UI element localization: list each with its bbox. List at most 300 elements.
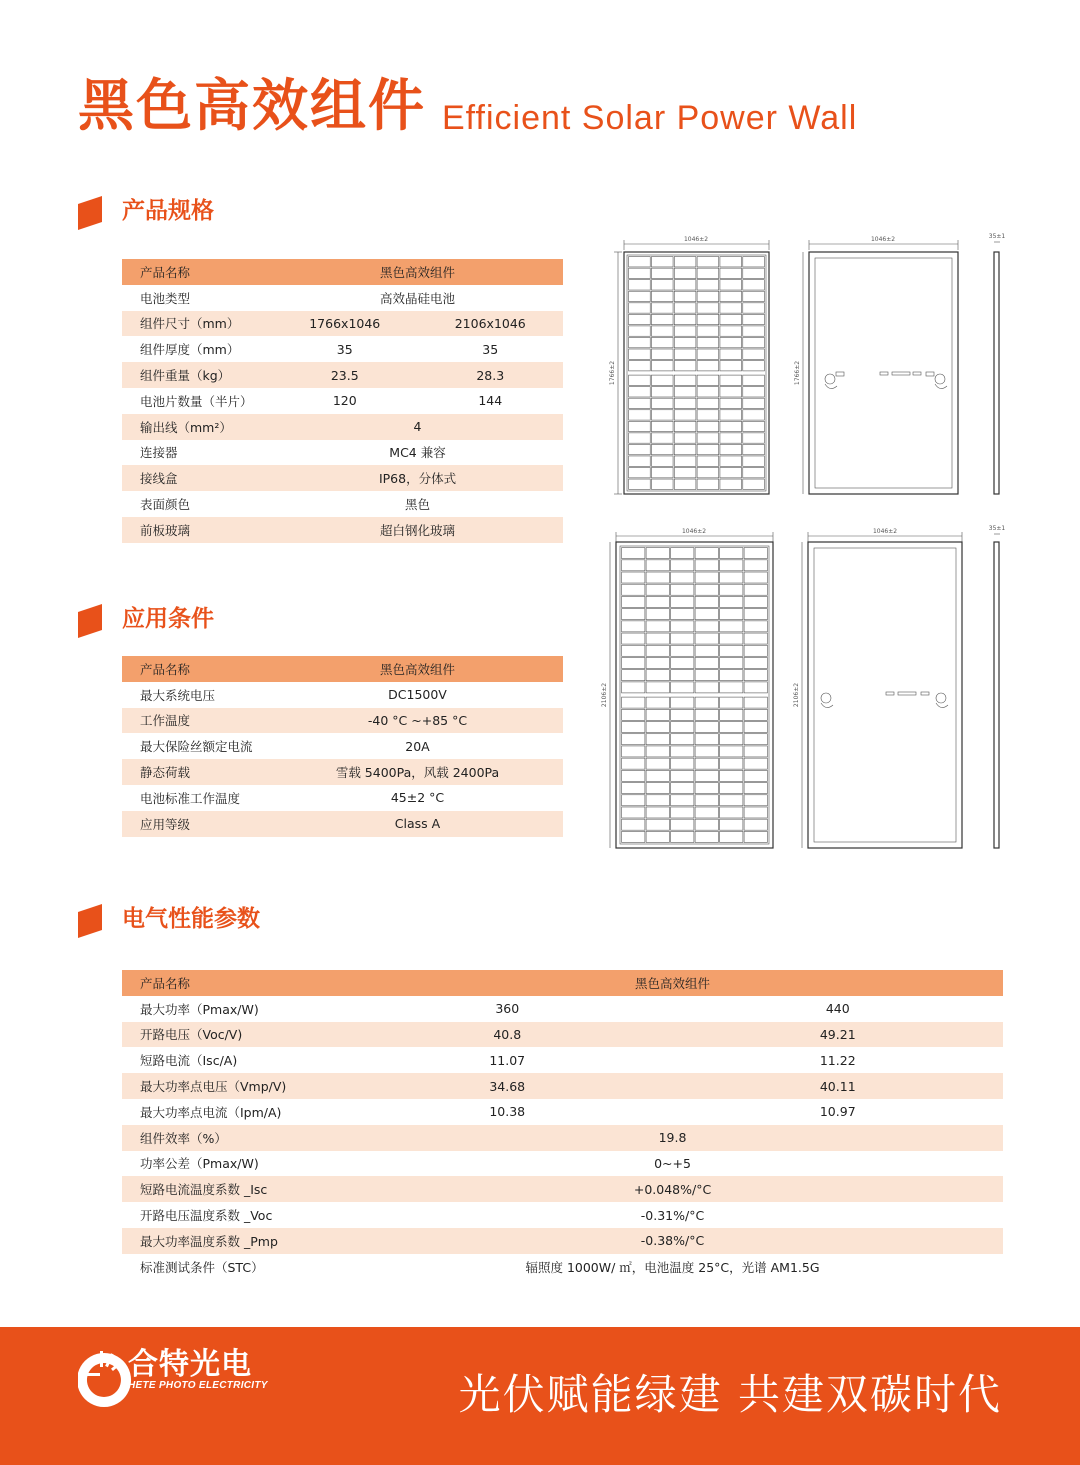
solar-cell	[697, 387, 719, 397]
solar-cell	[646, 682, 669, 693]
row-label: 功率公差（Pmax/W)	[122, 1151, 342, 1177]
solar-cell	[674, 479, 696, 489]
depth-label: 35±1	[988, 233, 1006, 240]
conditions-table	[122, 656, 563, 837]
solar-cell	[651, 280, 673, 290]
solar-cell	[629, 314, 651, 324]
solar-cell	[674, 433, 696, 443]
solar-cell	[720, 819, 743, 830]
table-header-row	[122, 656, 563, 682]
table-row	[122, 996, 1003, 1022]
solar-cell	[720, 734, 743, 745]
solar-cell	[622, 697, 645, 708]
section-title: 应用条件	[122, 606, 214, 632]
solar-cell	[671, 807, 694, 818]
width-label: 1046±2	[683, 236, 709, 243]
solar-cell	[646, 722, 669, 733]
solar-cell	[629, 421, 651, 431]
solar-cell	[629, 479, 651, 489]
row-value: 10.97	[673, 1099, 1004, 1125]
row-value: 黑色高效组件	[342, 970, 1003, 996]
table-header-row	[122, 259, 563, 285]
row-label: 组件厚度（mm）	[122, 336, 272, 362]
solar-cell	[629, 398, 651, 408]
row-label: 最大功率温度系数 _Pmp	[122, 1228, 342, 1254]
solar-cell	[697, 303, 719, 313]
solar-cell	[646, 697, 669, 708]
solar-cell	[697, 468, 719, 478]
solar-cell	[629, 444, 651, 454]
solar-cell	[646, 584, 669, 595]
table-row	[122, 1047, 1003, 1073]
row-value: 144	[418, 388, 564, 414]
table-row	[122, 708, 563, 734]
row-label: 电池类型	[122, 285, 272, 311]
solar-cell	[697, 361, 719, 371]
solar-cell	[695, 621, 718, 632]
solar-cell	[744, 734, 767, 745]
row-label: 接线盒	[122, 465, 272, 491]
row-label: 组件尺寸（mm）	[122, 311, 272, 337]
page-title-cn: 黑色高效组件	[78, 74, 426, 139]
solar-cell	[720, 831, 743, 842]
row-label: 开路电压温度系数 _Voc	[122, 1202, 342, 1228]
row-label: 工作温度	[122, 708, 272, 734]
solar-cell	[695, 770, 718, 781]
solar-cell	[651, 375, 673, 385]
solar-cell	[695, 682, 718, 693]
row-label: 组件重量（kg）	[122, 362, 272, 388]
solar-cell	[695, 758, 718, 769]
solar-cell	[674, 337, 696, 347]
solar-cell	[671, 709, 694, 720]
row-value: 360	[342, 996, 673, 1022]
solar-cell	[646, 560, 669, 571]
solar-cell	[744, 584, 767, 595]
solar-cell	[674, 268, 696, 278]
solar-cell	[720, 795, 743, 806]
row-label: 应用等级	[122, 811, 272, 837]
solar-cell	[695, 645, 718, 656]
solar-cell	[744, 609, 767, 620]
row-label: 短路电流温度系数 _Isc	[122, 1176, 342, 1202]
solar-cell	[743, 291, 765, 301]
solar-cell	[720, 257, 742, 267]
solar-cell	[697, 349, 719, 359]
row-value: 49.21	[673, 1022, 1004, 1048]
solar-cell	[622, 572, 645, 583]
solar-cell	[697, 375, 719, 385]
solar-cell	[720, 433, 742, 443]
row-label: 最大系统电压	[122, 682, 272, 708]
height-label: 2106±2	[601, 682, 608, 708]
solar-cell	[629, 361, 651, 371]
solar-cell	[646, 807, 669, 818]
solar-cell	[646, 572, 669, 583]
row-label: 产品名称	[122, 259, 272, 285]
solar-cell	[651, 326, 673, 336]
solar-cell	[744, 670, 767, 681]
solar-cell	[646, 795, 669, 806]
solar-cell	[622, 722, 645, 733]
width-label: 1046±2	[872, 528, 898, 535]
row-value: 35	[272, 336, 418, 362]
solar-cell	[743, 456, 765, 466]
spec-table	[122, 259, 563, 543]
row-value: 34.68	[342, 1073, 673, 1099]
solar-cell	[743, 314, 765, 324]
solar-cell	[622, 819, 645, 830]
row-value: Class A	[272, 811, 563, 837]
row-value: +0.048%/°C	[342, 1176, 1003, 1202]
row-value: 0~+5	[342, 1151, 1003, 1177]
solar-cell	[720, 722, 743, 733]
solar-cell	[695, 807, 718, 818]
row-value: IP68，分体式	[272, 465, 563, 491]
solar-cell	[697, 337, 719, 347]
solar-cell	[646, 758, 669, 769]
solar-cell	[695, 746, 718, 757]
solar-cell	[720, 361, 742, 371]
row-value: 黑色高效组件	[272, 259, 563, 285]
table-row	[122, 1099, 1003, 1125]
height-label: 2106±2	[793, 682, 800, 708]
solar-cell	[720, 770, 743, 781]
solar-cell	[622, 795, 645, 806]
solar-cell	[697, 326, 719, 336]
solar-cell	[671, 548, 694, 559]
solar-cell	[651, 337, 673, 347]
solar-cell	[674, 410, 696, 420]
solar-cell	[671, 831, 694, 842]
logo-text-en: HETE PHOTO ELECTRICITY	[128, 1380, 268, 1391]
solar-cell	[744, 621, 767, 632]
table-row	[122, 388, 563, 414]
table-row	[122, 1125, 1003, 1151]
section-title: 电气性能参数	[122, 906, 260, 932]
solar-cell	[744, 770, 767, 781]
solar-cell	[743, 387, 765, 397]
solar-cell	[720, 456, 742, 466]
solar-cell	[629, 303, 651, 313]
solar-cell	[671, 697, 694, 708]
solar-cell	[646, 657, 669, 668]
table-row	[122, 1228, 1003, 1254]
solar-cell	[622, 783, 645, 794]
table-row	[122, 1073, 1003, 1099]
solar-cell	[697, 479, 719, 489]
row-label: 前板玻璃	[122, 517, 272, 543]
solar-cell	[671, 746, 694, 757]
solar-cell	[674, 387, 696, 397]
solar-cell	[622, 758, 645, 769]
row-value: 1766x1046	[272, 311, 418, 337]
solar-cell	[629, 375, 651, 385]
row-label: 最大功率点电流（Ipm/A)	[122, 1099, 342, 1125]
solar-cell	[629, 291, 651, 301]
solar-cell	[720, 444, 742, 454]
table-row	[122, 1176, 1003, 1202]
solar-cell	[695, 734, 718, 745]
solar-cell	[720, 633, 743, 644]
solar-cell	[720, 303, 742, 313]
solar-cell	[674, 326, 696, 336]
solar-cell	[695, 596, 718, 607]
solar-cell	[720, 468, 742, 478]
solar-cell	[674, 456, 696, 466]
solar-cell	[744, 831, 767, 842]
solar-cell	[720, 421, 742, 431]
solar-cell	[743, 410, 765, 420]
row-label: 静态荷载	[122, 759, 272, 785]
solar-cell	[651, 433, 673, 443]
solar-cell	[622, 596, 645, 607]
solar-cell	[744, 819, 767, 830]
solar-cell	[646, 609, 669, 620]
table-row	[122, 1151, 1003, 1177]
solar-cell	[646, 596, 669, 607]
solar-cell	[622, 831, 645, 842]
section-title: 产品规格	[122, 198, 214, 224]
row-label: 电池片数量（半片）	[122, 388, 272, 414]
solar-cell	[743, 326, 765, 336]
solar-cell	[622, 682, 645, 693]
solar-cell	[629, 387, 651, 397]
row-label: 最大功率点电压（Vmp/V)	[122, 1073, 342, 1099]
solar-cell	[629, 337, 651, 347]
solar-cell	[720, 645, 743, 656]
solar-cell	[646, 645, 669, 656]
solar-cell	[744, 572, 767, 583]
solar-cell	[743, 337, 765, 347]
solar-cell	[629, 268, 651, 278]
solar-cell	[651, 349, 673, 359]
solar-cell	[646, 746, 669, 757]
solar-cell	[695, 572, 718, 583]
table-row	[122, 517, 563, 543]
section-marker-icon	[78, 904, 102, 938]
solar-cell	[651, 314, 673, 324]
solar-cell	[720, 746, 743, 757]
solar-cell	[671, 758, 694, 769]
solar-cell	[744, 548, 767, 559]
width-label: 1046±2	[870, 236, 896, 243]
solar-cell	[744, 783, 767, 794]
electrical-table	[122, 970, 1003, 1280]
solar-cell	[720, 387, 742, 397]
solar-cell	[646, 633, 669, 644]
module-drawing-2106	[596, 520, 1020, 855]
solar-cell	[695, 560, 718, 571]
solar-cell	[629, 349, 651, 359]
solar-cell	[697, 257, 719, 267]
solar-cell	[674, 257, 696, 267]
solar-cell	[651, 291, 673, 301]
table-row	[122, 491, 563, 517]
height-label: 1766±2	[609, 360, 616, 386]
solar-cell	[720, 572, 743, 583]
logo-text-cn: 合特光电	[128, 1347, 252, 1382]
solar-cell	[622, 734, 645, 745]
solar-cell	[674, 349, 696, 359]
solar-cell	[720, 314, 742, 324]
solar-cell	[697, 421, 719, 431]
solar-cell	[671, 633, 694, 644]
solar-cell	[646, 783, 669, 794]
solar-cell	[671, 572, 694, 583]
solar-cell	[622, 560, 645, 571]
solar-cell	[629, 433, 651, 443]
solar-cell	[720, 584, 743, 595]
solar-cell	[695, 709, 718, 720]
solar-cell	[671, 609, 694, 620]
solar-cell	[744, 596, 767, 607]
solar-cell	[646, 709, 669, 720]
row-label: 连接器	[122, 440, 272, 466]
row-label: 短路电流（Isc/A)	[122, 1047, 342, 1073]
solar-cell	[651, 468, 673, 478]
solar-cell	[744, 560, 767, 571]
row-label: 电池标准工作温度	[122, 785, 272, 811]
solar-cell	[695, 548, 718, 559]
solar-cell	[695, 722, 718, 733]
solar-cell	[744, 682, 767, 693]
slogan: 光伏赋能绿建 共建双碳时代	[458, 1370, 1002, 1419]
solar-cell	[697, 398, 719, 408]
row-label: 最大功率（Pmax/W)	[122, 996, 342, 1022]
solar-cell	[695, 584, 718, 595]
solar-cell	[651, 398, 673, 408]
solar-cell	[622, 609, 645, 620]
solar-cell	[651, 303, 673, 313]
row-value: 10.38	[342, 1099, 673, 1125]
table-row	[122, 759, 563, 785]
solar-cell	[720, 291, 742, 301]
row-value: 黑色	[272, 491, 563, 517]
module-drawing-1766	[600, 228, 1020, 508]
row-value: 45±2 °C	[272, 785, 563, 811]
solar-cell	[697, 280, 719, 290]
solar-cell	[671, 770, 694, 781]
table-row	[122, 311, 563, 337]
solar-cell	[646, 770, 669, 781]
solar-cell	[695, 633, 718, 644]
row-value: 20A	[272, 733, 563, 759]
solar-cell	[695, 795, 718, 806]
solar-cell	[651, 479, 673, 489]
solar-cell	[651, 444, 673, 454]
solar-cell	[622, 645, 645, 656]
solar-cell	[674, 375, 696, 385]
solar-cell	[697, 314, 719, 324]
solar-cell	[744, 807, 767, 818]
solar-cell	[629, 456, 651, 466]
solar-cell	[671, 682, 694, 693]
solar-cell	[697, 268, 719, 278]
solar-cell	[695, 657, 718, 668]
solar-cell	[720, 479, 742, 489]
table-row	[122, 811, 563, 837]
solar-cell	[743, 468, 765, 478]
section-marker-icon	[78, 196, 102, 230]
solar-cell	[697, 291, 719, 301]
row-value: 440	[673, 996, 1004, 1022]
solar-cell	[646, 670, 669, 681]
row-value: 23.5	[272, 362, 418, 388]
solar-cell	[674, 361, 696, 371]
solar-cell	[674, 280, 696, 290]
row-label: 最大保险丝额定电流	[122, 733, 272, 759]
solar-cell	[744, 758, 767, 769]
table-row	[122, 1202, 1003, 1228]
solar-cell	[720, 337, 742, 347]
solar-cell	[744, 657, 767, 668]
row-value: -0.31%/°C	[342, 1202, 1003, 1228]
solar-cell	[671, 734, 694, 745]
solar-cell	[674, 444, 696, 454]
solar-cell	[629, 280, 651, 290]
solar-cell	[743, 398, 765, 408]
solar-cell	[646, 621, 669, 632]
solar-cell	[744, 697, 767, 708]
solar-cell	[629, 468, 651, 478]
solar-cell	[695, 819, 718, 830]
solar-cell	[720, 758, 743, 769]
solar-cell	[629, 410, 651, 420]
row-value: 黑色高效组件	[272, 656, 563, 682]
solar-cell	[744, 795, 767, 806]
solar-cell	[695, 831, 718, 842]
table-row	[122, 336, 563, 362]
solar-cell	[622, 548, 645, 559]
solar-cell	[674, 421, 696, 431]
table-row	[122, 682, 563, 708]
solar-cell	[622, 657, 645, 668]
solar-cell	[720, 326, 742, 336]
table-row	[122, 733, 563, 759]
row-label: 标准测试条件（STC）	[122, 1254, 342, 1280]
solar-cell	[744, 709, 767, 720]
row-value: 2106x1046	[418, 311, 564, 337]
solar-cell	[671, 560, 694, 571]
solar-cell	[695, 670, 718, 681]
solar-cell	[651, 421, 673, 431]
solar-cell	[622, 746, 645, 757]
depth-label: 35±1	[988, 525, 1006, 532]
solar-cell	[720, 280, 742, 290]
solar-cell	[622, 621, 645, 632]
row-value: 28.3	[418, 362, 564, 388]
solar-cell	[622, 770, 645, 781]
solar-cell	[646, 819, 669, 830]
solar-cell	[720, 398, 742, 408]
solar-cell	[671, 645, 694, 656]
solar-cell	[743, 479, 765, 489]
solar-cell	[720, 697, 743, 708]
solar-cell	[695, 609, 718, 620]
solar-cell	[651, 257, 673, 267]
solar-cell	[697, 444, 719, 454]
solar-cell	[743, 349, 765, 359]
solar-cell	[743, 444, 765, 454]
solar-cell	[743, 280, 765, 290]
solar-cell	[720, 670, 743, 681]
solar-cell	[744, 722, 767, 733]
row-label: 表面颜色	[122, 491, 272, 517]
row-label: 组件效率（%）	[122, 1125, 342, 1151]
solar-cell	[743, 433, 765, 443]
solar-cell	[622, 807, 645, 818]
